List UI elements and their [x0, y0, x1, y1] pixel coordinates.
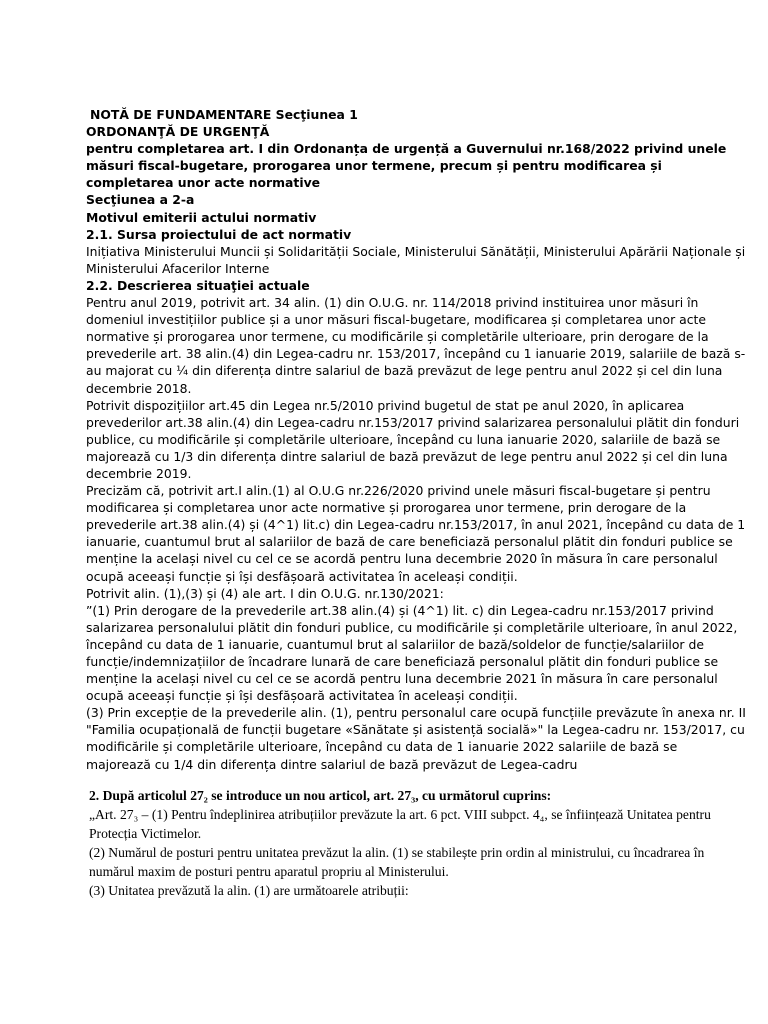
document-page: [86, 106, 746, 773]
paragraph: Potrivit dispozițiilor art.45 din Legea nr.5/2010 privind bugetul de stat pe anul 2020, în aplicarea prevederilor art.38 alin.(4) din Legea-cadru nr.153/2017 privind salarizarea personalului plătit din fonduri publice, cu modificările și completările ulterioare, începând cu luna ianuarie 2020, salariile de bază se majorează cu 1/3 din diferența dintre salariul de bază prevăzut de lege pentru anul 2022 și cel din luna decembrie 2019.: [86, 397, 740, 481]
paragraph: Precizăm că, potrivit art.I alin.(1) al O.U.G nr.226/2020 privind unele măsuri fiscal-bugetare și pentru modificarea și completarea unor acte normative și prorogarea unor termene, prin derogare de la prevederile art.38 alin.(4) și (4^1) lit.c) din Legea-cadru nr.153/2017, în anul 2021, începând cu data de 1 ianuarie, cuantumul brut al salariilor de bază de care beneficiază personalul plătit din fonduri publice se menține la același nivel cu cel ce se acordă pentru luna decembrie 2020 în măsura în care personalul ocupă aceeași funcție și își desfășoară activitatea în aceleași condiții.: [86, 483, 746, 584]
section-2-heading: Secţiunea a 2-a: [86, 192, 195, 208]
doc-heading-ordonanta: ORDONANŢĂ DE URGENŢĂ: [86, 124, 270, 140]
heading-2-1: 2.1. Sursa proiectului de act normativ: [86, 226, 352, 242]
paragraph: (3) Prin excepție de la prevederile alin. (1), pentru personalul care ocupă funcțiile prevăzute în anexa nr. II "Familia ocupațională de funcții bugetare «Sănătate și asistență socială»" la Legea-cadru nr. 153/2017, cu modificările și completările ulterioare, începând cu data de 1 ianuarie 2022 salariile de bază se majorează cu 1/4 din diferența dintre salariul de bază prevăzut de Legea-cadru: [86, 705, 746, 772]
paragraph-2-1: Inițiativa Ministerului Muncii și Solidarității Sociale, Ministerului Sănătății, Ministerului Apărării Naționale și Ministerului Afacerilor Interne: [86, 243, 746, 276]
doc-title: pentru completarea art. I din Ordonanța de urgență a Guvernului nr.168/2022 privind unele măsuri fiscal-bugetare, prorogarea unor termene, precum și pentru modificarea și completarea unor acte normative: [86, 141, 727, 191]
article-paragraph: „Art. 27₃ – (1) Pentru îndeplinirea atribuțiilor prevăzute la art. 6 pct. VIII subpct. 4₄, se înființează Unitatea pentru Protecția Victimelor.: [89, 807, 711, 841]
paragraph: Pentru anul 2019, potrivit art. 34 alin. (1) din O.U.G. nr. 114/2018 privind instituirea unor măsuri în domeniul investițiilor publice și a unor măsuri fiscal-bugetare, modificarea și completarea unor acte normative și prorogarea unor termene, cu modificările și completările ulterioare, prin derogare de la prevederile art. 38 alin.(4) din Legea-cadru nr. 153/2017, începând cu 1 ianuarie 2019, salariile de bază s-au majorat cu ¼ din diferența dintre salariul de bază prevăzut de lege pentru anul 2022 și cel din luna decembrie 2018.: [86, 295, 746, 396]
article-paragraph: (2) Numărul de posturi pentru unitatea prevăzut la alin. (1) se stabilește prin ordin al ministrului, cu încadrarea în numărul maxim de posturi pentru aparatul propriu al Ministerului.: [89, 845, 705, 879]
doc-heading-nota: NOTĂ DE FUNDAMENTARE Secţiunea 1: [90, 107, 358, 122]
reason-heading: Motivul emiterii actului normativ: [86, 209, 317, 225]
heading-2-2: 2.2. Descrierea situaţiei actuale: [86, 277, 310, 293]
paragraph: ”(1) Prin derogare de la prevederile art.38 alin.(4) și (4^1) lit. c) din Legea-cadru nr.153/2017 privind salarizarea personalului plătit din fonduri publice, cu modificările și completările ulterioare, în anul 2022, începând cu data de 1 ianuarie, cuantumul brut al salariilor de bază/soldelor de funcție/salariilor de funcție/indemnizațiilor de încadrare lunară de care beneficiază personalul plătit din fonduri publice se menține la același nivel cu cel ce se acordă pentru luna decembrie 2021 în măsura în care personalul ocupă aceeași funcție și își desfășoară activitatea în aceleași condiții.: [86, 602, 738, 704]
paragraph: Potrivit alin. (1),(3) și (4) ale art. I din O.U.G. nr.130/2021:: [86, 585, 444, 601]
article-paragraph: (3) Unitatea prevăzută la alin. (1) are următoarele atribuții:: [89, 883, 409, 898]
amendment-heading: 2. După articolul 27₂ se introduce un nou articol, art. 27₃, cu următorul cuprins:: [89, 788, 552, 803]
amendment-section: [86, 786, 726, 900]
